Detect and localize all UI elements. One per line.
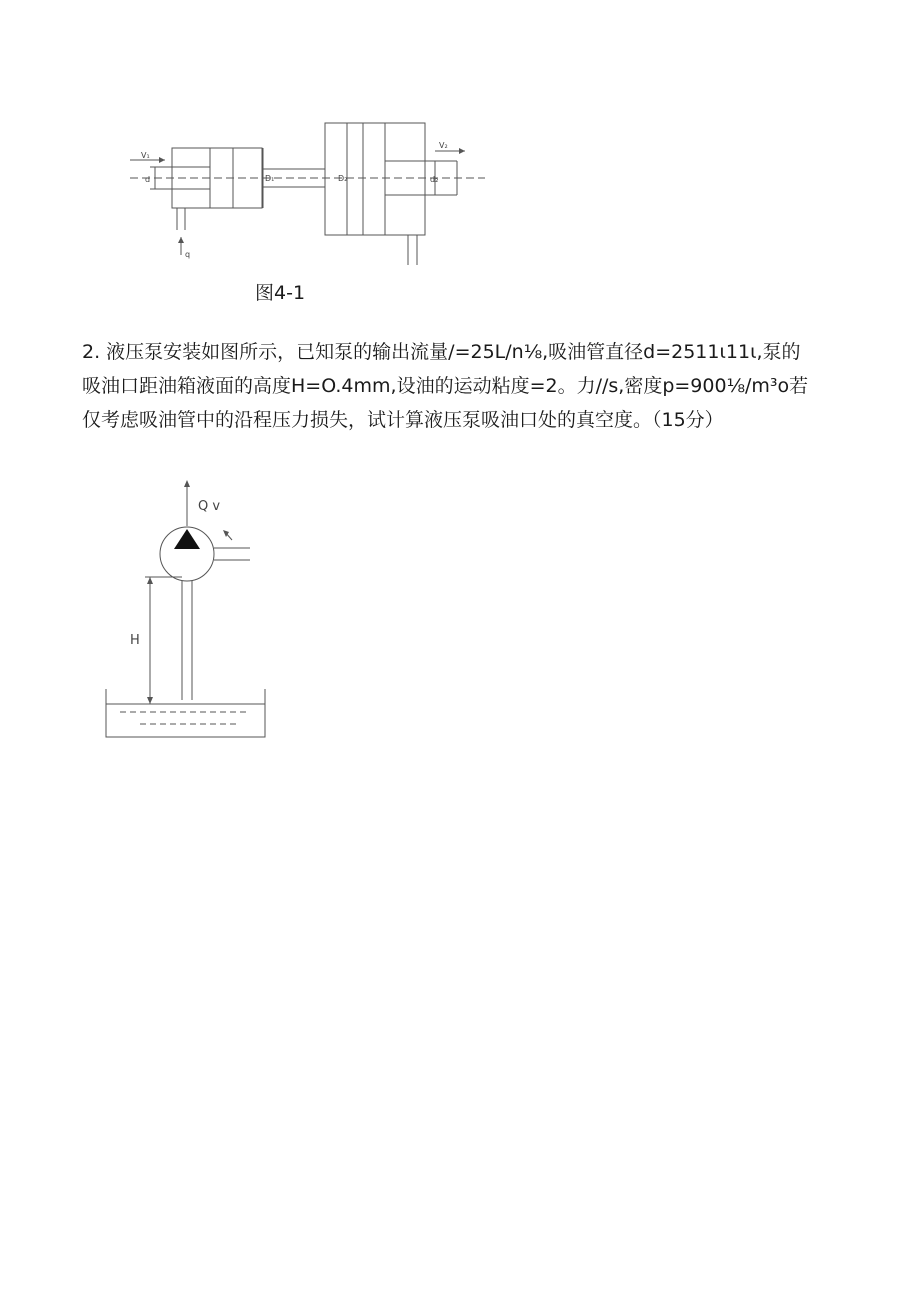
- question-line-1: 2. 液压泵安装如图所示，已知泵的输出流量/=25L/n⅛,吸油管直径d=2511ι11ι,泵的: [82, 341, 801, 363]
- question-2: [82, 335, 842, 437]
- label-D2: D₂: [338, 174, 348, 183]
- label-H: H: [130, 633, 140, 648]
- label-d: d: [145, 175, 151, 184]
- question-line-3: 仅考虑吸油管中的沿程压力损失，试计算液压泵吸油口处的真空度。（15分）: [82, 409, 724, 431]
- label-v1: V₁: [141, 151, 150, 160]
- label-v2: V₂: [439, 141, 448, 150]
- label-qv: Q v: [198, 499, 221, 514]
- label-q: q: [185, 250, 191, 259]
- label-d2: d₂: [430, 175, 439, 184]
- pump-diagram: [100, 472, 275, 747]
- figure-caption: 图4-1: [255, 282, 306, 304]
- question-line-2: 吸油口距油箱液面的高度H=O.4mm,设油的运动粘度=2。力//s,密度p=900⅛∕m³o若: [82, 375, 809, 397]
- figure-4-1-diagram: [125, 115, 495, 275]
- label-D1: D₁: [265, 174, 275, 183]
